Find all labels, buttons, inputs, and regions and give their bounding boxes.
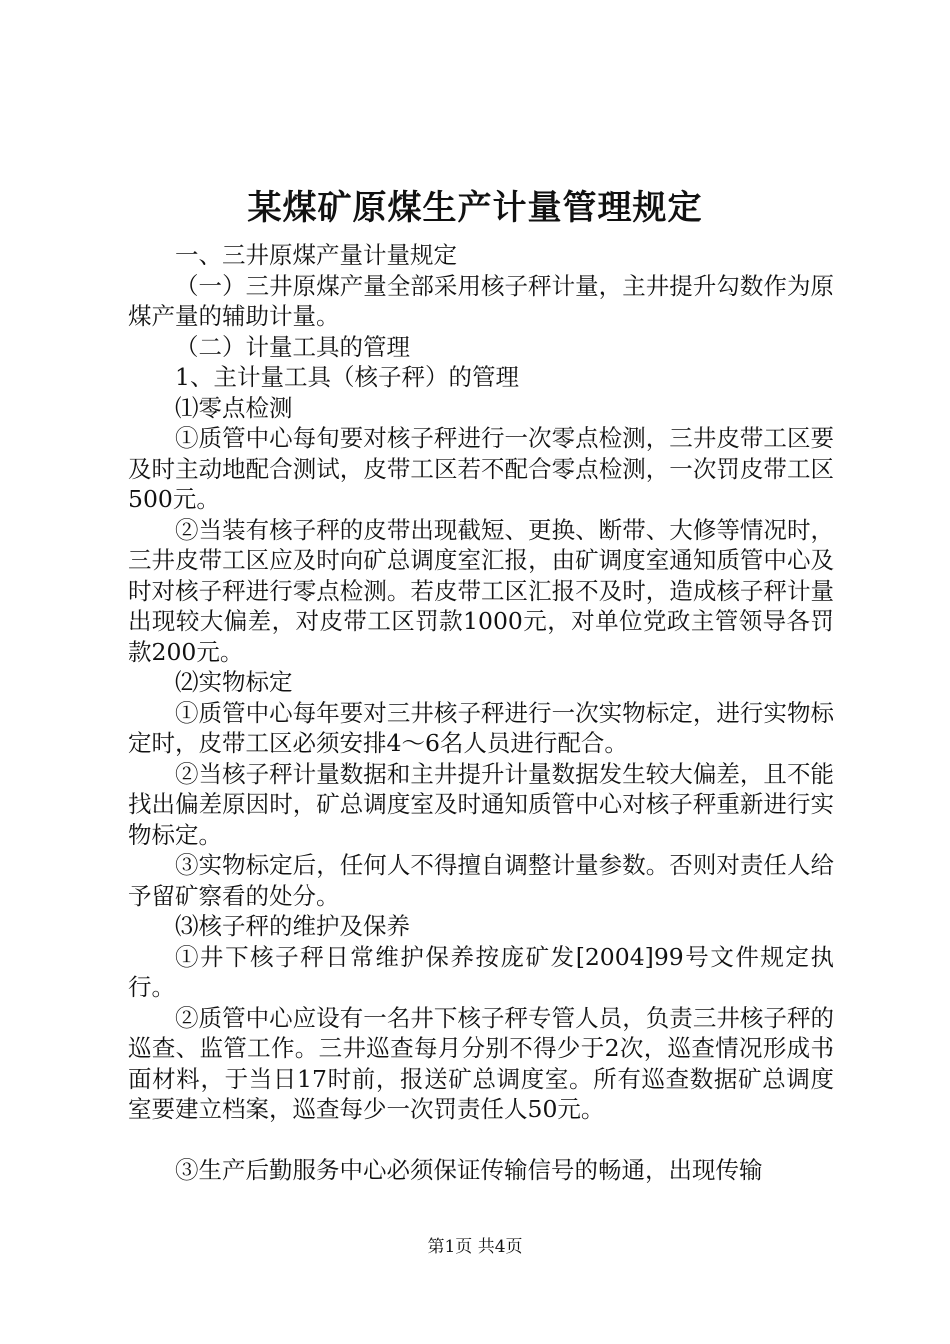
item-heading: ⑵实物标定 xyxy=(175,668,293,696)
paragraph: ②当核子秤计量数据和主井提升计量数据发生较大偏差，且不能找出偏差原因时，矿总调度室及时通知质管中心对核子秤重新进行实物标定。 xyxy=(128,759,834,849)
paragraph: ①井下核子秤日常维护保养按庞矿发[2004]99号文件规定执行。 xyxy=(128,942,834,1001)
document-title: 某煤矿原煤生产计量管理规定 xyxy=(247,188,703,228)
paragraph: ③生产后勤服务中心必须保证传输信号的畅通，出现传输 xyxy=(175,1155,763,1184)
subsection-heading: 1、主计量工具（核子秤）的管理 xyxy=(175,363,519,391)
paragraph: ②当装有核子秤的皮带出现截短、更换、断带、大修等情况时，三井皮带工区应及时向矿总调度室汇报，由矿调度室通知质管中心及时对核子秤进行零点检测。若皮带工区汇报不及时，造成核子秤计量出现较大偏差，对皮带工区罚款1000元，对单位党政主管领导各罚款200元。 xyxy=(128,515,834,666)
paragraph: ②质管中心应设有一名井下核子秤专管人员，负责三井核子秤的巡查、监管工作。三井巡查每月分别不得少于2次，巡查情况形成书面材料，于当日17时前，报送矿总调度室。所有巡查数据矿总调度室要建立档案，巡查每少一次罚责任人50元。 xyxy=(128,1003,834,1123)
document-body xyxy=(128,240,834,1185)
paragraph: ③实物标定后，任何人不得擅自调整计量参数。否则对责任人给予留矿察看的处分。 xyxy=(128,851,834,910)
paragraph: （一）三井原煤产量全部采用核子秤计量，主井提升勾数作为原煤产量的辅助计量。 xyxy=(128,271,834,330)
subsection-heading: （二）计量工具的管理 xyxy=(175,332,410,361)
paragraph: ①质管中心每旬要对核子秤进行一次零点检测，三井皮带工区要及时主动地配合测试，皮带工区若不配合零点检测，一次罚皮带工区500元。 xyxy=(128,424,834,513)
item-heading: ⑴零点检测 xyxy=(175,393,293,422)
page-footer: 第1页 共4页 xyxy=(427,1237,523,1257)
paragraph: ①质管中心每年要对三井核子秤进行一次实物标定，进行实物标定时，皮带工区必须安排4～6名人员进行配合。 xyxy=(128,698,834,757)
section-heading: 一、三井原煤产量计量规定 xyxy=(175,241,457,269)
item-heading: ⑶核子秤的维护及保养 xyxy=(175,912,410,940)
